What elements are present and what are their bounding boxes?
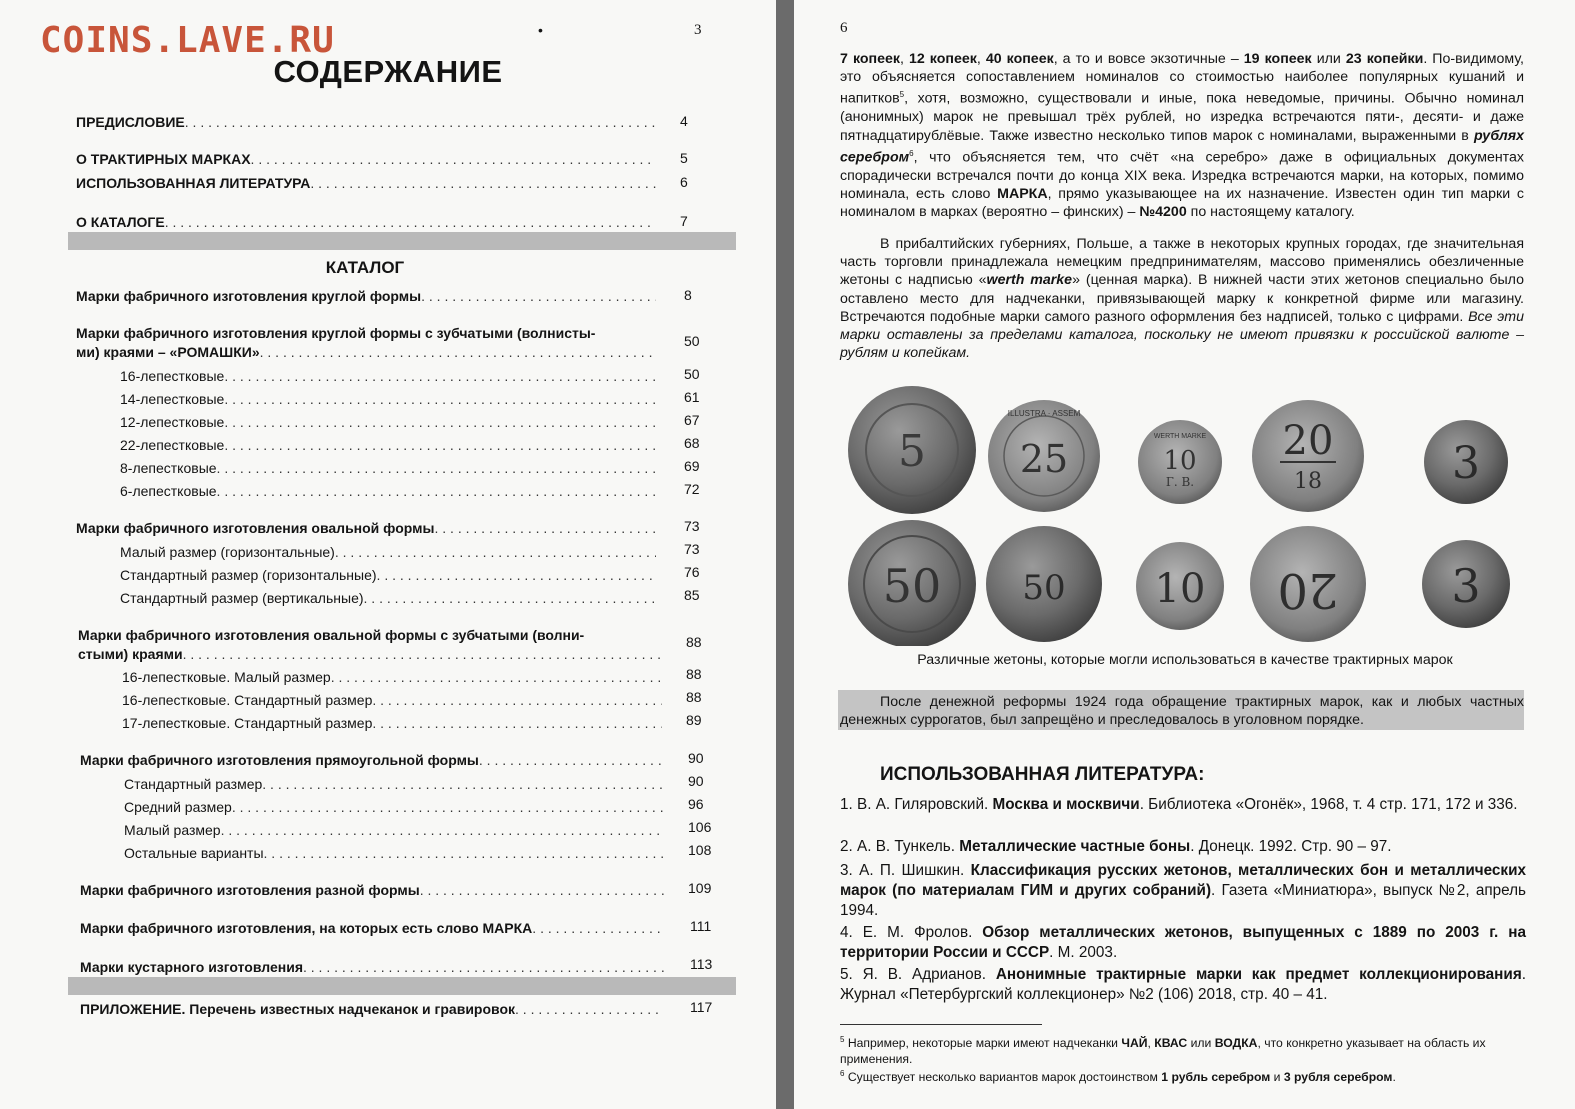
toc-page: 89 — [686, 712, 702, 728]
left-page-number: 3 — [694, 22, 702, 38]
coin-value: 10 — [1163, 446, 1197, 476]
toc-entry[interactable]: ПРИЛОЖЕНИЕ. Перечень известных надчеканок и гравировок . . . — [80, 1000, 664, 1018]
coin-bottom-1 — [848, 520, 976, 646]
toc-page: 67 — [684, 412, 700, 428]
coin-bottom-5 — [1422, 540, 1510, 628]
coin-bottom-2 — [986, 526, 1102, 642]
coin-value: 3 — [1451, 559, 1481, 613]
toc-entry[interactable]: Малый размер . . . — [124, 821, 664, 839]
toc-page: 88 — [686, 634, 702, 650]
toc-page: 106 — [688, 819, 712, 835]
toc-entry[interactable]: ИСПОЛЬЗОВАННАЯ ЛИТЕРАТУРА . . . — [76, 174, 656, 192]
toc-entry[interactable]: Марки фабричного изготовления круглой формы . . . — [76, 287, 656, 305]
coin-top-3 — [1138, 420, 1222, 504]
toc-entry[interactable]: О ТРАКТИРНЫХ МАРКАХ . . . — [76, 150, 656, 168]
coin-value: 50 — [882, 559, 942, 613]
toc-page: 113 — [690, 956, 713, 972]
toc-entry[interactable]: Стандартный размер (горизонтальные) . . . — [120, 566, 656, 584]
literature-item: 1. В. А. Гиляровский. Москва и москвичи. Библиотека «Огонёк», 1968, т. 4 стр. 171, 172 и 336. — [840, 796, 1518, 813]
toc-entry[interactable]: Средний размер . . . — [124, 798, 664, 816]
literature-item: 2. А. В. Тункель. Металлические частные боны. Донецк. 1992. Стр. 90 – 97. — [840, 838, 1392, 855]
toc-entry-cont[interactable]: ми) краями – «РОМАШКИ» . . . — [76, 343, 656, 361]
toc-entry[interactable]: 6-лепестковые . . . — [120, 482, 656, 500]
toc-page: 7 — [680, 213, 688, 229]
toc-entry[interactable]: 12-лепестковые . . . — [120, 413, 656, 431]
toc-entry[interactable]: 17-лепестковые. Стандартный размер . . . — [122, 714, 662, 732]
toc-entry[interactable]: 16-лепестковые. Малый размер . . . — [122, 668, 662, 686]
toc-page: 96 — [688, 796, 704, 812]
footnote-rule — [840, 1024, 1042, 1025]
toc-page: 73 — [684, 518, 700, 534]
body-paragraph-1: 7 копеек, 12 копеек, 40 копеек, а то и вовсе экзотичные – 19 копеек или 23 копейки. По-видимому, это объясняется сопоставлением номиналов со стоимостью наиболее популярных кушаний и напитков$^5$, хотя, возможно, существовали и иные, пока неведомые, причины. Обычно номинал (анонимных) марок не превышал трёх рублей, но изредка встречаются пяти-, десяти- и даже пятнадцатирублёвые. Также известно несколько типов марок с номиналами, выраженными в рублях серебром$^6$, что объясняется тем, что счёт «на серебро» даже в официальных документах спорадически встречался почти до конца XIX века. Изредка встречаются марки, на которых, помимо номинала, есть слово МАРКА, прямо указывающее на их назначение. Известен один тип марки с номиналом в марках (вероятно – финских) – №4200 по настоящему каталогу. — [840, 51, 1524, 221]
toc-entry[interactable]: 22-лепестковые . . . — [120, 436, 656, 454]
toc-entry[interactable]: 8-лепестковые . . . — [120, 459, 656, 477]
coin-top-1 — [848, 386, 976, 514]
body-paragraph-2: В прибалтийских губерниях, Польше, а также в некоторых крупных городах, где значительная часть торговли принадлежала немецким предпринимателям, массово применялись обезличенные жетоны с надписью «werth marke» (ценная марка). В нижней части этих жетонов специально было оставлено место для надчеканки, привязывающей марку к конкретной фирме или магазину. Встречаются подобные марки самого разного оформления без надписей, только с цифрами. Все эти марки оставлены за пределами каталога, поскольку не имеют привязки к российской валюте – рублям и копейкам. — [840, 236, 1525, 362]
page-dot: • — [538, 22, 543, 38]
toc-page: 109 — [688, 880, 712, 896]
coin-sub: Г. В. — [1165, 475, 1195, 489]
coin-top-4 — [1252, 400, 1364, 512]
coin-bottom-3 — [1136, 542, 1224, 630]
toc-page: 6 — [680, 174, 688, 190]
toc-entry[interactable]: Марки фабричного изготовления овальной формы . . . — [76, 519, 656, 537]
coins-photo — [840, 384, 1530, 646]
toc-page: 5 — [680, 150, 688, 166]
toc-entry[interactable]: О КАТАЛОГЕ . . . — [76, 213, 656, 231]
coin-value: 20 — [1282, 418, 1334, 464]
coin-top-2 — [988, 400, 1100, 512]
right-page — [794, 0, 1575, 1109]
toc-entry[interactable]: Марки кустарного изготовления . . . — [80, 958, 664, 976]
toc-page: 61 — [684, 389, 700, 405]
coin-legend: ILLUSTRA · ASSEM — [1007, 409, 1081, 418]
toc-entry[interactable]: ПРЕДИСЛОВИЕ . . . — [76, 113, 656, 131]
toc-entry[interactable]: Марки фабричного изготовления круглой формы с зубчатыми (волнисты- — [76, 325, 596, 341]
coin-legend: WERTH MARKE — [1153, 433, 1207, 440]
toc-entry[interactable]: Стандартный размер . . . — [124, 775, 664, 793]
toc-page: 90 — [688, 773, 704, 789]
coin-value: 25 — [1019, 437, 1069, 481]
toc-page: 50 — [684, 333, 700, 349]
coins-caption: Различные жетоны, которые могли использоваться в качестве трактирных марок — [917, 652, 1453, 668]
coin-value: 5 — [898, 426, 926, 477]
toc-entry[interactable]: 14-лепестковые . . . — [120, 390, 656, 408]
toc-page: 111 — [690, 918, 712, 934]
literature-title: ИСПОЛЬЗОВАННАЯ ЛИТЕРАТУРА: — [880, 764, 1205, 785]
toc-title: СОДЕРЖАНИЕ — [273, 54, 503, 89]
coin-sub: 18 — [1294, 469, 1322, 494]
toc-page: 72 — [684, 481, 700, 497]
toc-entry[interactable]: Остальные варианты . . . — [124, 844, 664, 862]
toc-page: 4 — [680, 113, 688, 129]
toc-entry[interactable]: Марки фабричного изготовления прямоугольной формы . . . — [80, 751, 664, 769]
toc-page: 90 — [688, 750, 704, 766]
highlight-text: После денежной реформы 1924 года обращение трактирных марок, как и любых частных денежных суррогатов, был запрещёно и преследовалось в уголовном порядке. — [840, 694, 1524, 729]
toc-entry[interactable]: 16-лепестковые . . . — [120, 367, 656, 385]
toc-page: 8 — [684, 287, 692, 303]
coin-value: 3 — [1452, 438, 1480, 489]
section-band — [68, 977, 736, 995]
toc-page: 108 — [688, 842, 712, 858]
toc-entry[interactable]: 16-лепестковые. Стандартный размер . . . — [122, 691, 662, 709]
toc-entry[interactable]: Марки фабричного изготовления, на которых есть слово МАРКА . . . — [80, 919, 664, 937]
toc-page: 88 — [686, 689, 702, 705]
right-page-number: 6 — [840, 20, 848, 36]
toc-page: 68 — [684, 435, 700, 451]
toc-entry-cont[interactable]: стыми) краями . . . — [78, 645, 662, 663]
toc-page: 88 — [686, 666, 702, 682]
coin-top-5 — [1424, 420, 1508, 504]
toc-entry[interactable]: Малый размер (горизонтальные) . . . — [120, 543, 656, 561]
toc-page: 117 — [690, 999, 713, 1015]
toc-page: 50 — [684, 366, 700, 382]
literature-item: 3. А. П. Шишкин. Классификация русских жетонов, металлических бон и металлических марок (по материалам ГИМ и других собраний). Газета «Миниатюра», выпуск №2, апрель 1994. — [840, 862, 1527, 919]
toc-page: 69 — [684, 458, 700, 474]
toc-entry[interactable]: Стандартный размер (вертикальные) . . . — [120, 589, 656, 607]
toc-entry[interactable]: Марки фабричного изготовления разной формы . . . — [80, 881, 664, 899]
toc-page: 76 — [684, 564, 700, 580]
coin-value: 20 — [1277, 562, 1339, 618]
coin-value: 50 — [1022, 568, 1066, 608]
coin-bottom-4 — [1250, 526, 1366, 642]
toc-entry[interactable]: Марки фабричного изготовления овальной формы с зубчатыми (волни- — [78, 627, 585, 643]
catalog-heading: КАТАЛОГ — [325, 258, 405, 277]
watermark: COINS.LAVE.RU — [40, 20, 335, 61]
literature-item: 5. Я. В. Адрианов. Анонимные трактирные марки как предмет коллекционирования. Журнал «Петербургский коллекционер» №2 (106) 2018, стр. 40 – 41. — [840, 966, 1527, 1003]
coin-value: 10 — [1154, 566, 1206, 612]
section-band — [68, 232, 736, 250]
toc-page: 73 — [684, 541, 700, 557]
footnote-5: $^5$ Например, некоторые марки имеют надчеканки ЧАЙ, КВАС или ВОДКА, что конкретно указывает на область их применения. — [840, 1035, 1486, 1067]
footnote-6: $^6$ Существует несколько вариантов марок достоинством 1 рубль серебром и 3 рубля серебром. — [840, 1069, 1396, 1085]
toc-page: 85 — [684, 587, 700, 603]
left-page — [0, 0, 776, 1109]
literature-item: 4. Е. М. Фролов. Обзор металлических жетонов, выпущенных с 1889 по 2003 г. на территории России и СССР. М. 2003. — [840, 924, 1526, 961]
